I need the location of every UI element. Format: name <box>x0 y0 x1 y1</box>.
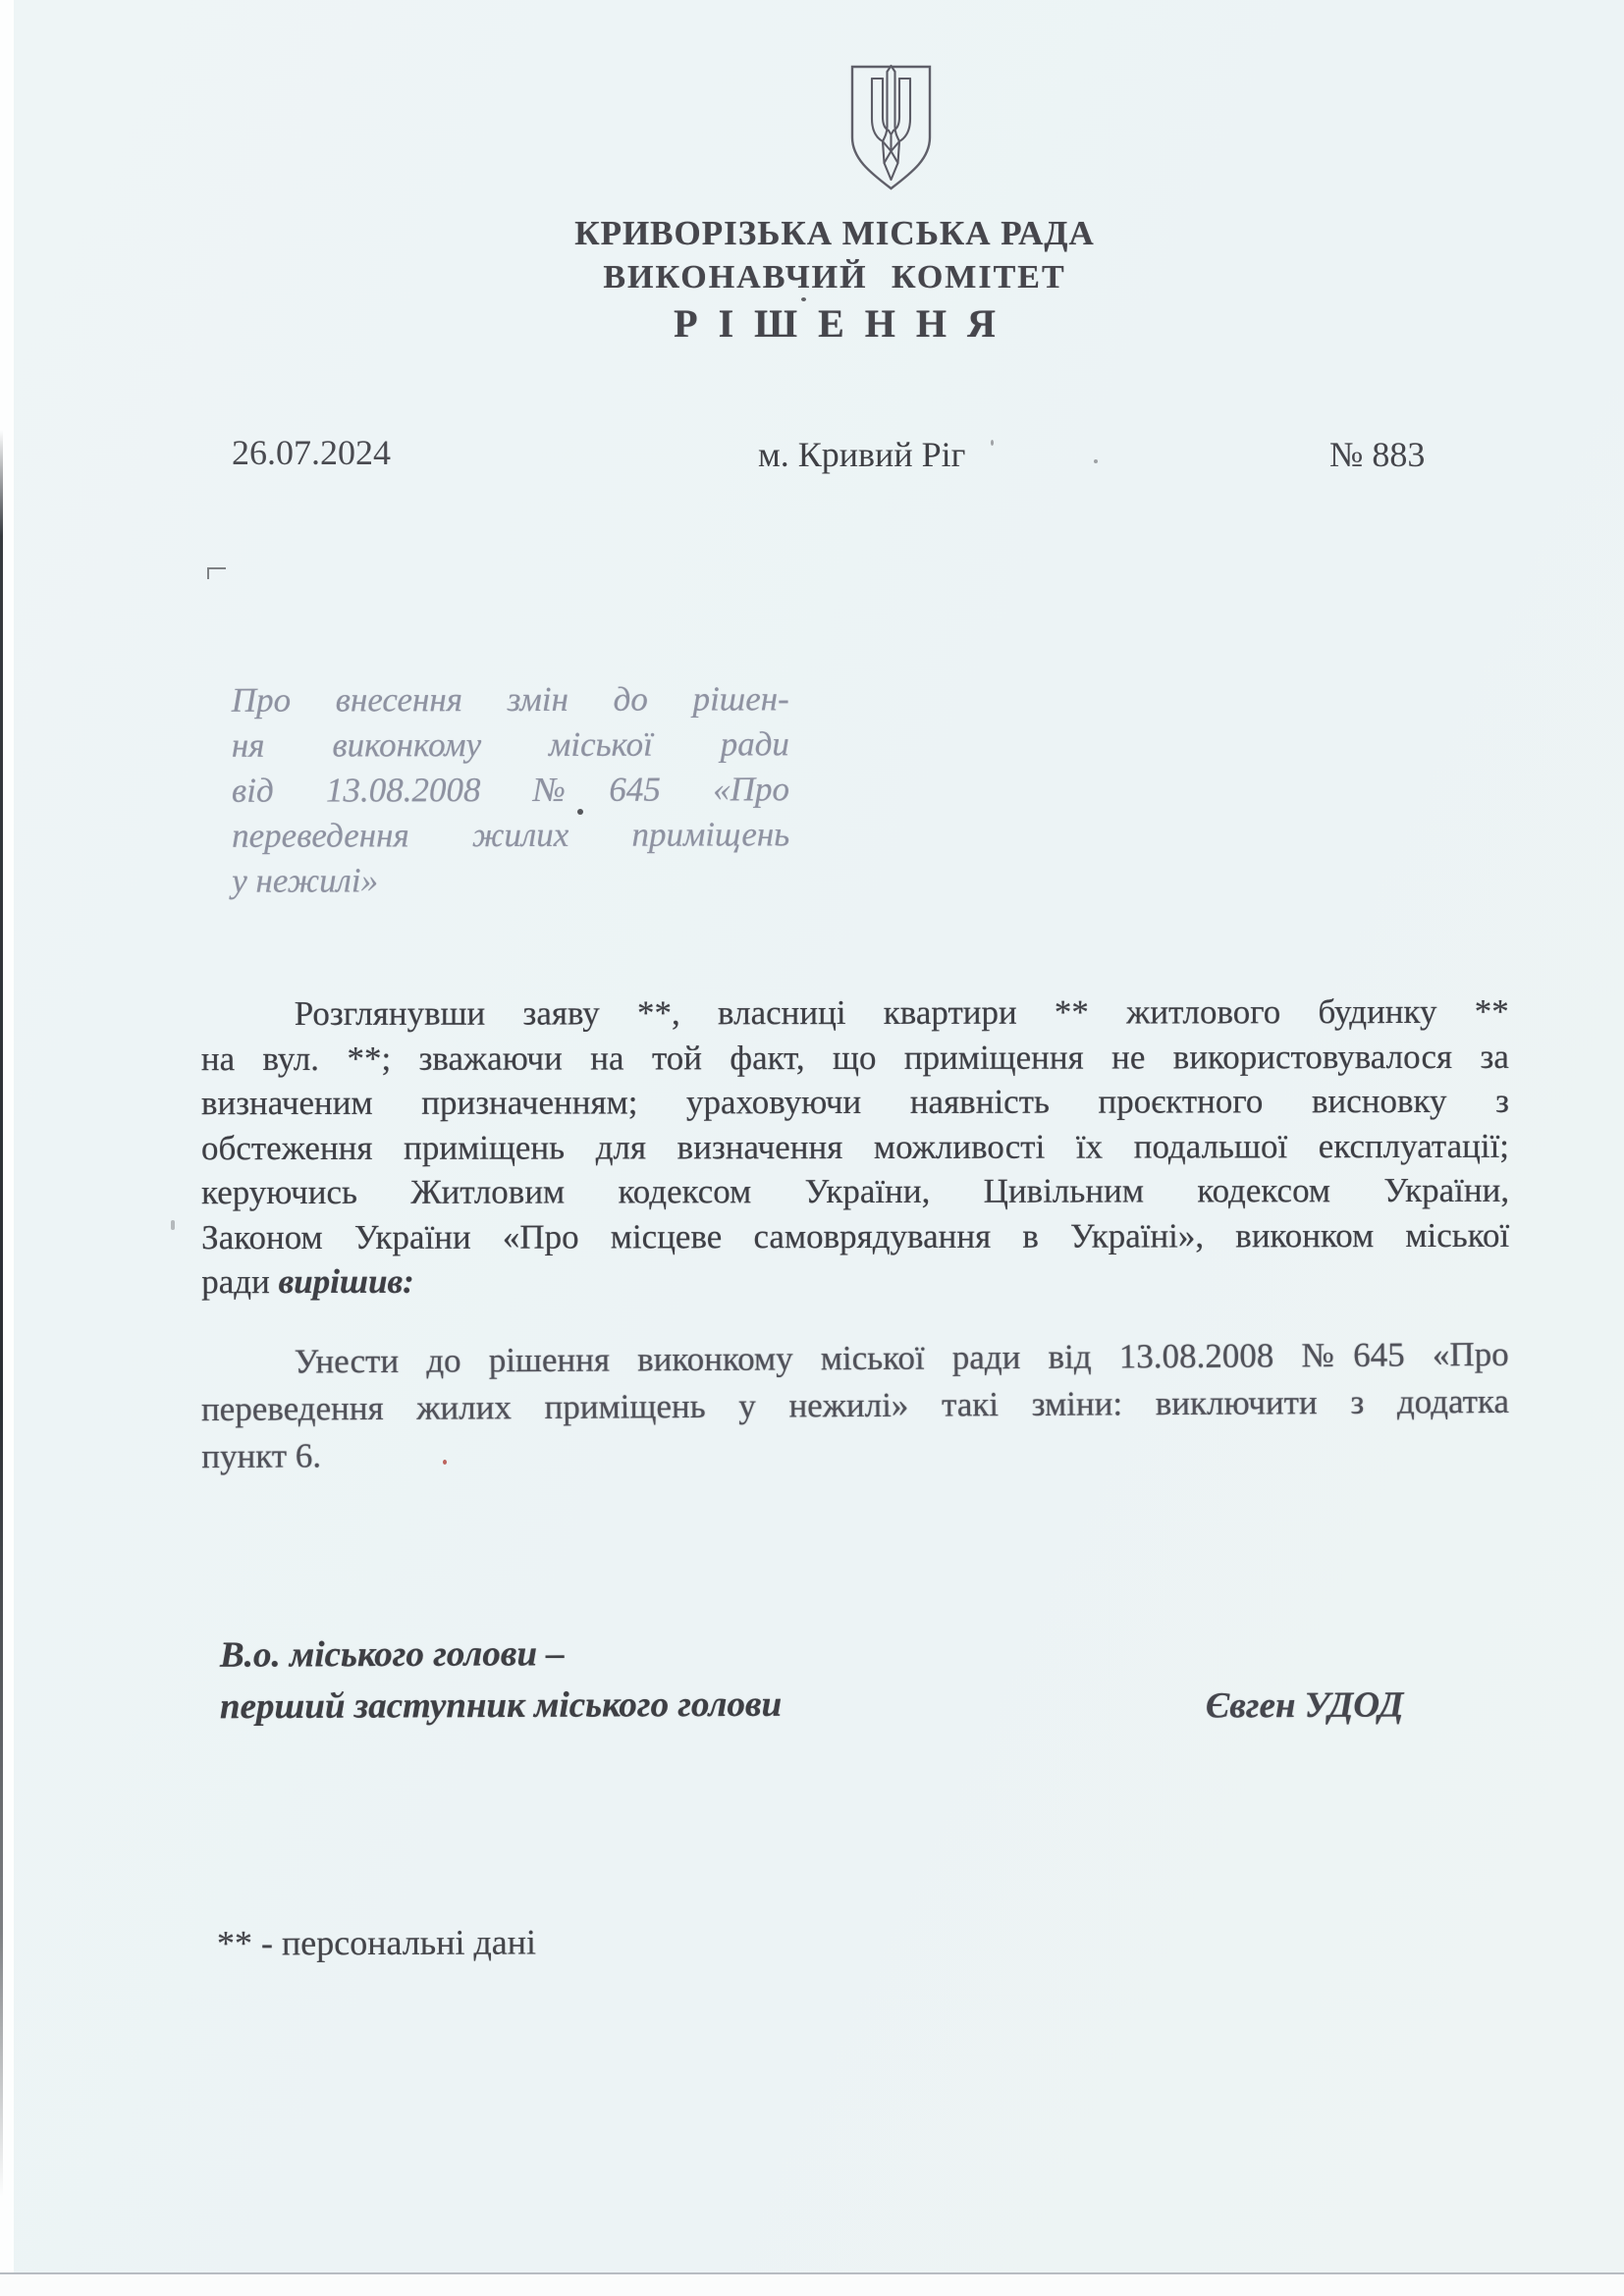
document-date: 26.07.2024 <box>232 433 391 472</box>
scanner-bottom-margin <box>0 2274 1624 2296</box>
paragraph-lines <box>201 1331 1510 1433</box>
body-text-line: визначеним призначенням; ураховуючи наявність проєктного висновку з <box>200 1081 1509 1123</box>
document-type-title: РІШЕННЯ <box>674 301 1016 346</box>
body-text-line: Унести до рішення виконкому міської ради від 13.08.2008 №645 «Про <box>294 1334 1509 1381</box>
scan-speck <box>171 1220 175 1230</box>
body-text-line: переведення жилих приміщень у нежилі» такі зміни: виключити з додатка <box>200 1381 1510 1429</box>
document-place: м. Кривий Ріг <box>758 435 966 474</box>
subject-block <box>232 676 790 903</box>
body-text-line <box>201 1257 1509 1305</box>
signatory-position-line-1: В.о. міського голови – <box>219 1633 565 1676</box>
body-text-line: Розглянувши заяву **, власниці квартири ** житлового будинку ** <box>294 991 1509 1033</box>
subject-line: від 13.08.2008 №645 «Про <box>231 770 790 810</box>
ukraine-trident-emblem <box>845 62 937 195</box>
subject-line: Про внесення змін до рішен- <box>231 679 789 720</box>
body-text-line: обстеження приміщень для визначення можливості їх подальшої експлуатації; <box>200 1126 1510 1167</box>
organization-subname: ВИКОНАВЧИЙ КОМІТЕТ <box>603 259 1066 295</box>
body-text-line: керуючись Житловим кодексом України, Цивільним кодексом України, <box>201 1170 1510 1212</box>
body-text-line: Законом України «Про місцеве самоврядування в Україні», виконком міської <box>201 1215 1510 1256</box>
letterhead <box>353 214 1316 347</box>
scan-speck <box>991 440 994 446</box>
document-number: № 883 <box>1329 435 1426 474</box>
corner-crop-mark <box>207 567 226 579</box>
signatory-name: Євген УДОД <box>1205 1684 1404 1727</box>
subject-line: у нежилі» <box>232 861 379 900</box>
resolved-keyword: вирішив: <box>278 1261 414 1302</box>
scanner-left-edge-line <box>0 430 3 2197</box>
body-text-line: пункт 6. <box>201 1436 322 1476</box>
subject-line: ня виконкому міської ради <box>231 724 789 765</box>
body-text-line: на вул. **; зважаючи на той факт, що приміщення не використовувалося за <box>200 1037 1509 1078</box>
personal-data-footnote: ** - персональні дані <box>216 1922 537 1963</box>
scan-speck <box>1094 459 1098 463</box>
body-paragraph-2 <box>201 1331 1510 1480</box>
body-text: ради <box>201 1262 279 1302</box>
body-paragraph-1 <box>201 989 1510 1305</box>
organization-name: КРИВОРІЗЬКА МІСЬКА РАДА <box>574 214 1095 252</box>
subject-line: переведення жилих приміщень <box>232 815 790 855</box>
signatory-position-line-2: перший заступник міського голови <box>219 1683 783 1728</box>
paragraph-lines <box>201 989 1509 1259</box>
subject-lines <box>232 676 789 858</box>
